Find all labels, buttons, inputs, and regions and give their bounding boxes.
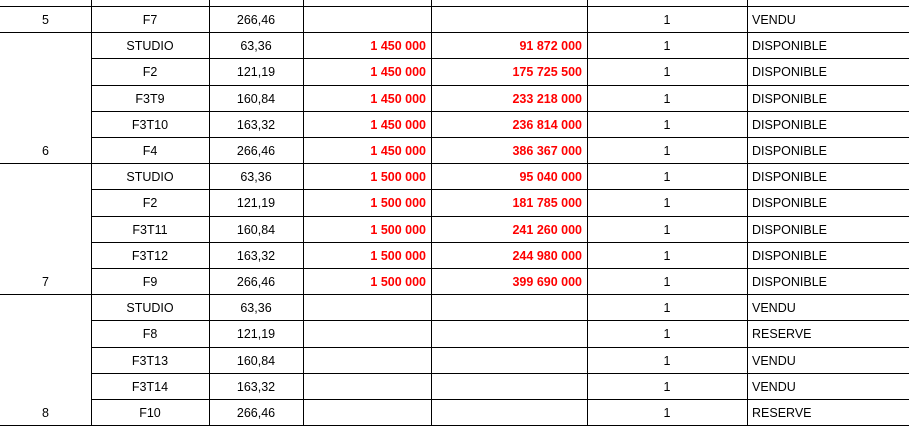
floor-cell[interactable] (1, 321, 90, 347)
quantity-cell[interactable]: 1 (663, 92, 671, 106)
quantity-cell[interactable]: 1 (663, 275, 671, 289)
total-price-cell[interactable]: 399 690 000 (512, 275, 582, 289)
type-cell[interactable]: F3T10 (131, 118, 169, 132)
total-price-cell[interactable]: 386 367 000 (512, 144, 582, 158)
status-cell[interactable]: DISPONIBLE (752, 275, 828, 289)
status-cell[interactable]: DISPONIBLE (752, 92, 828, 106)
price-per-m2-cell[interactable]: 1 450 000 (370, 92, 426, 106)
price-per-m2-cell[interactable]: 1 450 000 (370, 39, 426, 53)
surface-cell[interactable]: 63,36 (240, 39, 272, 53)
status-cell[interactable]: VENDU (752, 354, 796, 368)
type-cell[interactable]: STUDIO (126, 170, 174, 184)
price-per-m2-cell[interactable]: 1 500 000 (370, 170, 426, 184)
floor-cell[interactable] (1, 295, 90, 321)
quantity-cell[interactable]: 1 (663, 144, 671, 158)
quantity-cell[interactable]: 1 (663, 380, 671, 394)
surface-cell[interactable]: 160,84 (236, 354, 276, 368)
floor-cell[interactable] (1, 86, 90, 112)
quantity-cell[interactable]: 1 (663, 301, 671, 315)
status-cell[interactable]: DISPONIBLE (752, 223, 828, 237)
floor-cell[interactable] (1, 348, 90, 374)
type-cell[interactable]: F7 (142, 13, 158, 27)
floor-cell[interactable] (1, 112, 90, 138)
total-price-cell[interactable]: 233 218 000 (512, 92, 582, 106)
surface-cell[interactable]: 266,46 (236, 275, 276, 289)
status-cell[interactable]: VENDU (752, 380, 796, 394)
price-per-m2-cell[interactable] (304, 321, 426, 347)
type-cell[interactable]: F9 (142, 275, 158, 289)
floor-cell[interactable]: 5 (42, 13, 49, 27)
type-cell[interactable]: F2 (142, 65, 158, 79)
status-cell[interactable]: DISPONIBLE (752, 249, 828, 263)
price-per-m2-cell[interactable] (304, 374, 426, 400)
total-price-cell[interactable]: 244 980 000 (512, 249, 582, 263)
type-cell[interactable]: F3T12 (131, 249, 169, 263)
total-price-cell[interactable]: 91 872 000 (519, 39, 582, 53)
status-cell[interactable]: DISPONIBLE (752, 65, 828, 79)
surface-cell[interactable]: 163,32 (236, 380, 276, 394)
status-cell[interactable]: VENDU (752, 301, 796, 315)
status-cell[interactable]: DISPONIBLE (752, 170, 828, 184)
surface-cell[interactable]: 63,36 (240, 170, 272, 184)
type-cell[interactable]: F3T13 (131, 354, 169, 368)
type-cell[interactable]: F3T9 (135, 92, 165, 106)
type-cell[interactable]: F3T14 (131, 380, 169, 394)
status-cell[interactable]: DISPONIBLE (752, 196, 828, 210)
price-per-m2-cell[interactable]: 1 450 000 (370, 65, 426, 79)
price-per-m2-cell[interactable] (304, 7, 426, 33)
total-price-cell[interactable] (432, 400, 582, 426)
price-per-m2-cell[interactable] (304, 348, 426, 374)
quantity-cell[interactable]: 1 (663, 354, 671, 368)
quantity-cell[interactable]: 1 (663, 223, 671, 237)
quantity-cell[interactable]: 1 (663, 13, 671, 27)
quantity-cell[interactable]: 1 (663, 406, 671, 420)
type-cell[interactable]: F8 (142, 327, 158, 341)
type-cell[interactable]: STUDIO (126, 301, 174, 315)
floor-cell[interactable] (1, 164, 90, 190)
type-cell[interactable]: F10 (139, 406, 161, 420)
floor-cell[interactable] (1, 33, 90, 59)
surface-cell[interactable]: 266,46 (236, 13, 276, 27)
surface-cell[interactable]: 163,32 (236, 118, 276, 132)
floor-cell[interactable] (1, 190, 90, 216)
quantity-cell[interactable]: 1 (663, 118, 671, 132)
floor-cell[interactable] (1, 217, 90, 243)
type-cell[interactable]: STUDIO (126, 39, 174, 53)
type-cell[interactable]: F2 (142, 196, 158, 210)
floor-cell[interactable] (1, 59, 90, 85)
quantity-cell[interactable]: 1 (663, 65, 671, 79)
total-price-cell[interactable]: 241 260 000 (512, 223, 582, 237)
status-cell[interactable]: DISPONIBLE (752, 39, 828, 53)
floor-cell[interactable] (1, 243, 90, 269)
floor-cell[interactable]: 6 (42, 144, 49, 158)
price-per-m2-cell[interactable]: 1 450 000 (370, 118, 426, 132)
total-price-cell[interactable]: 181 785 000 (512, 196, 582, 210)
total-price-cell[interactable] (432, 295, 582, 321)
price-per-m2-cell[interactable]: 1 500 000 (370, 275, 426, 289)
type-cell[interactable]: F4 (142, 144, 158, 158)
surface-cell[interactable]: 121,19 (236, 65, 276, 79)
column-divider (747, 0, 748, 426)
surface-cell[interactable]: 63,36 (240, 301, 272, 315)
status-cell[interactable]: VENDU (752, 13, 796, 27)
surface-cell[interactable]: 266,46 (236, 406, 276, 420)
status-cell[interactable]: RESERVE (752, 406, 812, 420)
surface-cell[interactable]: 160,84 (236, 92, 276, 106)
surface-cell[interactable]: 121,19 (236, 327, 276, 341)
price-per-m2-cell[interactable]: 1 500 000 (370, 249, 426, 263)
total-price-cell[interactable]: 175 725 500 (512, 65, 582, 79)
quantity-cell[interactable]: 1 (663, 196, 671, 210)
price-per-m2-cell[interactable] (304, 295, 426, 321)
surface-cell[interactable]: 163,32 (236, 249, 276, 263)
quantity-cell[interactable]: 1 (663, 39, 671, 53)
status-cell[interactable]: DISPONIBLE (752, 118, 828, 132)
floor-cell[interactable]: 7 (42, 275, 49, 289)
total-price-cell[interactable]: 236 814 000 (512, 118, 582, 132)
quantity-cell[interactable]: 1 (663, 249, 671, 263)
price-per-m2-cell[interactable]: 1 500 000 (370, 223, 426, 237)
total-price-cell[interactable] (432, 348, 582, 374)
total-price-cell[interactable]: 95 040 000 (519, 170, 582, 184)
quantity-cell[interactable]: 1 (663, 170, 671, 184)
floor-cell[interactable]: 8 (42, 406, 49, 420)
type-cell[interactable]: F3T11 (132, 223, 168, 237)
quantity-cell[interactable]: 1 (663, 327, 671, 341)
surface-cell[interactable]: 121,19 (236, 196, 276, 210)
price-per-m2-cell[interactable]: 1 450 000 (370, 144, 426, 158)
status-cell[interactable]: DISPONIBLE (752, 144, 828, 158)
surface-cell[interactable]: 160,84 (236, 223, 276, 237)
total-price-cell[interactable] (432, 7, 582, 33)
total-price-cell[interactable] (432, 321, 582, 347)
floor-cell[interactable] (1, 374, 90, 400)
surface-cell[interactable]: 266,46 (236, 144, 276, 158)
price-per-m2-cell[interactable]: 1 500 000 (370, 196, 426, 210)
total-price-cell[interactable] (432, 374, 582, 400)
status-cell[interactable]: RESERVE (752, 327, 812, 341)
price-per-m2-cell[interactable] (304, 400, 426, 426)
